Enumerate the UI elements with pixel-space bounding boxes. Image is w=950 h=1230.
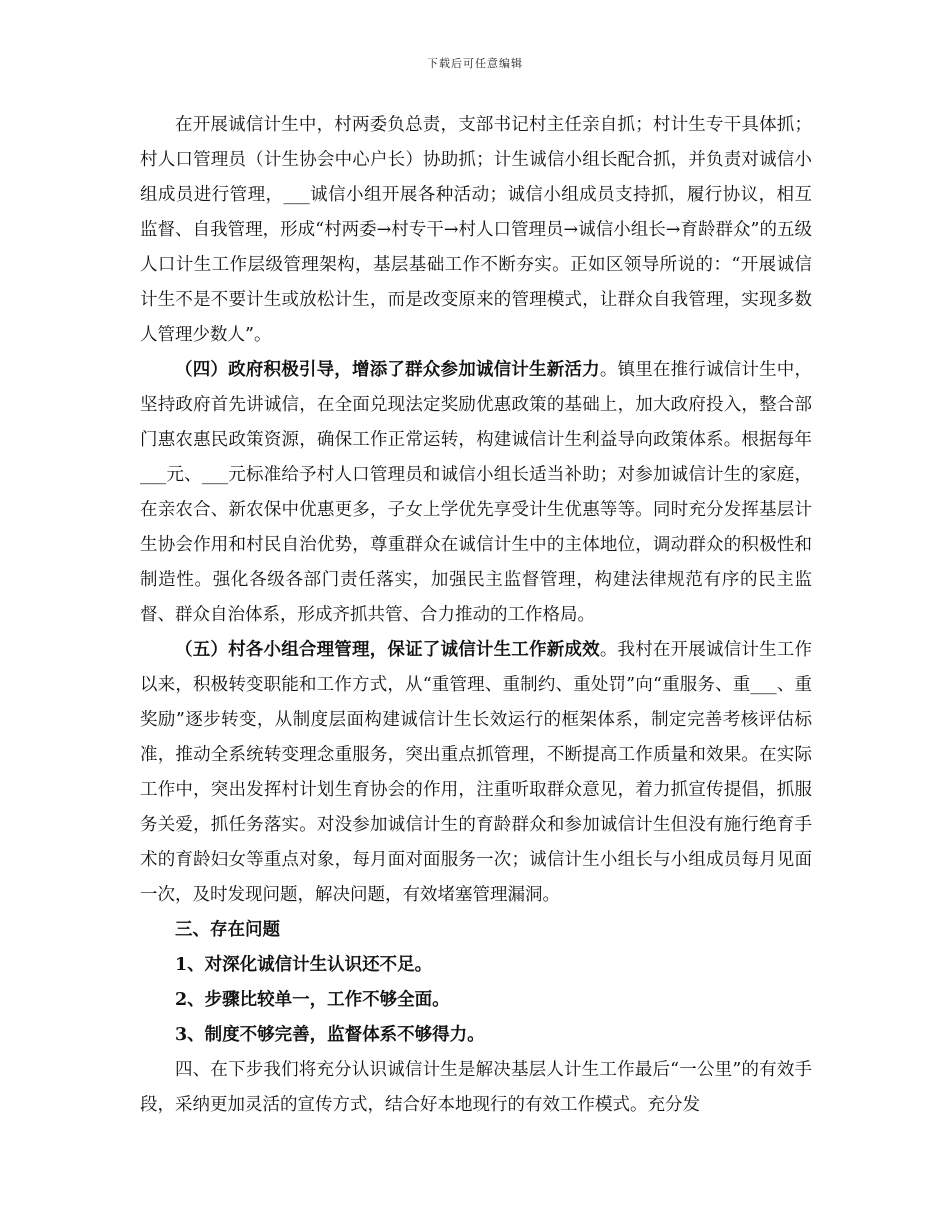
paragraph-text: 。我村在开展诚信计生工作以来，积极转变职能和工作方式，从“重管理、重制约、重处罚”向“重服务、重___、重奖励”逐步转变，从制度层面构建诚信计生长效运行的框架体系，制定完善考核评估标准，推动全系统转变理念重服务，突出重点抓管理，不断提高工作质量和效果。在实际工作中，突出发挥村计划生育协会的作用，注重听取群众意见，着力抓宣传提倡，抓服务关爱，抓任务落实。对没参加诚信计生的育龄群众和参加诚信计生但没有施行绝育手术的育龄妇女等重点对象，每月面对面服务一次；诚信计生小组长与小组成员每月见面一次，及时发现问题，解决问题，有效堵塞管理漏洞。	[140, 640, 813, 905]
paragraph-government-guidance	[140, 353, 812, 633]
document-body	[140, 108, 812, 1123]
paragraph-text: 在开展诚信计生中，村两委负总责，支部书记村主任亲自抓；村计生专干具体抓；村人口管理员（计生协会中心户长）协助抓；计生诚信小组长配合抓，并负责对诚信小组成员进行管理，___诚信小组开展各种活动；诚信小组成员支持抓，履行协议，相互监督、自我管理，形成“村两委→村专干→村人口管理员→诚信小组长→育龄群众”的五级人口计生工作层级管理架构，基层基础工作不断夯实。正如区领导所说的：“开展诚信计生不是不要计生或放松计生，而是改变原来的管理模式，让群众自我管理，实现多数人管理少数人”。	[140, 115, 812, 345]
paragraph-group-management	[140, 633, 812, 913]
section-heading-problems	[140, 913, 812, 948]
paragraph-heading: （四）政府积极引导，增添了群众参加诚信计生新活力	[175, 360, 600, 380]
paragraph-text: 。镇里在推行诚信计生中，坚持政府首先讲诚信，在全面兑现法定奖励优惠政策的基础上，加大政府投入，整合部门惠农惠民政策资源，确保工作正常运转，构建诚信计生利益导向政策体系。根据每年___元、___元标准给予村人口管理员和诚信小组长适当补助；对参加诚信计生的家庭，在亲农合、新农保中优惠更多，子女上学优先享受计生优惠等等。同时充分发挥基层计生协会作用和村民自治优势，尊重群众在诚信计生中的主体地位，调动群众的积极性和制造性。强化各级各部门责任落实，加强民主监督管理，构建法律规范有序的民主监督、群众自治体系，形成齐抓共管、合力推动的工作格局。	[140, 360, 813, 625]
paragraph-heading: （五）村各小组合理管理，保证了诚信计生工作新成效	[175, 640, 600, 660]
paragraph-village-management	[140, 108, 812, 353]
problem-item-1	[140, 948, 812, 983]
problem-item-text: 3、制度不够完善，监督体系不够得力。	[175, 1025, 485, 1045]
page-header-note: 下载后可任意编辑	[427, 57, 523, 70]
problem-item-3	[140, 1018, 812, 1053]
problem-item-text: 2、步骤比较单一，工作不够全面。	[175, 990, 450, 1010]
section-heading: 三、存在问题	[175, 920, 280, 940]
paragraph-text: 四、在下步我们将充分认识诚信计生是解决基层人计生工作最后“一公里”的有效手段，采纳更加灵活的宣传方式，结合好本地现行的有效工作模式。充分发	[140, 1060, 812, 1115]
problem-item-2	[140, 983, 812, 1018]
problem-item-text: 1、对深化诚信计生认识还不足。	[175, 955, 433, 975]
paragraph-next-steps	[140, 1053, 812, 1123]
